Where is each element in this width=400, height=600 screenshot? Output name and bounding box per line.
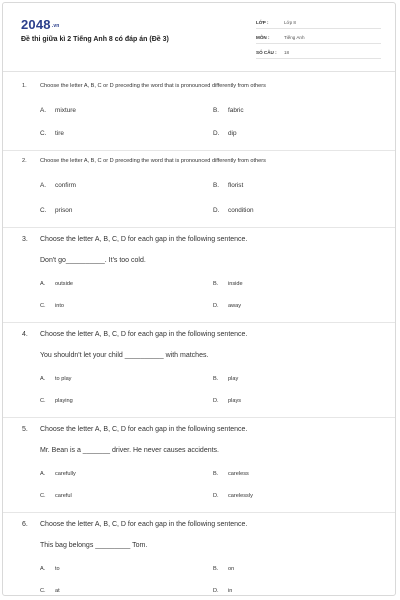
option-b[interactable] — [213, 281, 243, 287]
question-number: 6. — [22, 521, 28, 528]
meta-row-count — [256, 46, 381, 59]
option-letter: D. — [213, 303, 219, 309]
question-prompt: Choose the letter A, B, C, D for each gap in the following sentence. — [40, 426, 248, 433]
option-text: away — [228, 303, 242, 309]
question-prompt: Choose the letter A, B, C or D preceding the word that is pronounced differently from others — [40, 83, 266, 89]
exam-page — [2, 2, 396, 596]
option-a[interactable] — [40, 107, 76, 114]
option-letter: A. — [40, 471, 46, 477]
option-letter: D. — [213, 493, 219, 499]
option-c[interactable] — [40, 398, 73, 404]
option-letter: C. — [40, 130, 47, 137]
question-prompt: Choose the letter A, B, C, D for each gap in the following sentence. — [40, 236, 248, 243]
meta-value: Tiếng Anh — [284, 34, 305, 40]
question-header — [22, 426, 247, 433]
option-text: playing — [55, 398, 73, 404]
meta-value: Lớp 8 — [284, 19, 296, 25]
question-sentence: You shouldn't let your child __________ with matches. — [40, 352, 209, 359]
question-divider — [3, 227, 395, 228]
question-number: 3. — [22, 236, 28, 243]
question-prompt: Choose the letter A, B, C, D for each gap in the following sentence. — [40, 331, 248, 338]
option-text: mixture — [55, 107, 76, 114]
question-header — [22, 236, 247, 243]
question-divider — [3, 150, 395, 151]
option-text: outside — [55, 281, 74, 287]
header-divider — [3, 71, 395, 72]
logo-suffix: .vn — [51, 22, 60, 29]
option-b[interactable] — [213, 182, 243, 189]
option-text: inside — [228, 281, 243, 287]
option-letter: D. — [213, 130, 220, 137]
meta-row-class — [256, 16, 381, 29]
option-c[interactable] — [40, 130, 64, 137]
option-a[interactable] — [40, 281, 73, 287]
option-letter: B. — [213, 471, 219, 477]
option-text: carelessly — [228, 493, 253, 499]
option-text: fabric — [228, 107, 244, 114]
option-text: carefully — [55, 471, 76, 477]
option-b[interactable] — [213, 471, 249, 477]
option-text: to — [55, 566, 60, 572]
option-text: confirm — [55, 182, 76, 189]
question-divider — [3, 417, 395, 418]
question-sentence: This bag belongs _________ Tom. — [40, 542, 148, 549]
header — [3, 3, 395, 63]
exam-meta — [256, 16, 381, 61]
question-number: 4. — [22, 331, 28, 338]
option-letter: A. — [40, 107, 47, 114]
option-b[interactable] — [213, 107, 244, 114]
question-divider — [3, 512, 395, 513]
option-text: dip — [228, 130, 237, 137]
option-a[interactable] — [40, 471, 76, 477]
option-letter: B. — [213, 376, 219, 382]
meta-row-subject — [256, 31, 381, 44]
option-a[interactable] — [40, 182, 76, 189]
option-text: into — [55, 303, 65, 309]
option-a[interactable] — [40, 566, 60, 572]
option-letter: A. — [40, 182, 47, 189]
option-text: to play — [55, 376, 72, 382]
option-letter: A. — [40, 281, 46, 287]
logo[interactable] — [21, 17, 60, 32]
option-d[interactable] — [213, 398, 241, 404]
page-title: Đề thi giữa kì 2 Tiếng Anh 8 có đáp án (Đề 3) — [21, 36, 169, 43]
option-letter: D. — [213, 588, 219, 594]
option-c[interactable] — [40, 207, 72, 214]
option-c[interactable] — [40, 303, 64, 309]
option-letter: C. — [40, 303, 46, 309]
meta-label: MÔN : — [256, 34, 270, 40]
option-b[interactable] — [213, 376, 238, 382]
logo-text: 2048 — [21, 17, 51, 32]
option-text: tire — [55, 130, 64, 137]
option-letter: C. — [40, 588, 46, 594]
meta-label: LỚP : — [256, 19, 269, 25]
option-c[interactable] — [40, 493, 72, 499]
option-letter: C. — [40, 398, 46, 404]
question-sentence: Don't go__________. It's too cold. — [40, 257, 146, 264]
option-letter: D. — [213, 398, 219, 404]
option-text: prison — [55, 207, 73, 214]
option-text: play — [228, 376, 239, 382]
option-text: careful — [55, 493, 72, 499]
question-number: 1. — [22, 83, 27, 89]
meta-label: SỐ CÂU : — [256, 49, 277, 55]
option-letter: B. — [213, 107, 220, 114]
option-d[interactable] — [213, 493, 253, 499]
option-d[interactable] — [213, 207, 254, 214]
option-text: in — [228, 588, 233, 594]
question-number: 2. — [22, 158, 27, 164]
option-letter: B. — [213, 182, 220, 189]
question-sentence: Mr. Bean is a _______ driver. He never causes accidents. — [40, 447, 219, 454]
question-prompt: Choose the letter A, B, C, D for each gap in the following sentence. — [40, 521, 248, 528]
option-d[interactable] — [213, 130, 237, 137]
option-text: plays — [228, 398, 242, 404]
option-letter: D. — [213, 207, 220, 214]
option-text: careless — [228, 471, 249, 477]
meta-value: 18 — [284, 49, 290, 55]
question-header — [22, 83, 266, 89]
question-header — [22, 158, 266, 164]
option-text: at — [55, 588, 60, 594]
option-text: condition — [228, 207, 254, 214]
option-a[interactable] — [40, 376, 71, 382]
option-c[interactable] — [40, 588, 60, 594]
option-letter: B. — [213, 281, 219, 287]
option-text: on — [228, 566, 235, 572]
question-divider — [3, 322, 395, 323]
option-d[interactable] — [213, 303, 241, 309]
option-b[interactable] — [213, 566, 234, 572]
question-prompt: Choose the letter A, B, C or D preceding the word that is pronounced differently from others — [40, 158, 266, 164]
option-letter: A. — [40, 566, 46, 572]
option-letter: B. — [213, 566, 219, 572]
option-text: florist — [228, 182, 244, 189]
option-d[interactable] — [213, 588, 232, 594]
option-letter: A. — [40, 376, 46, 382]
option-letter: C. — [40, 207, 47, 214]
option-letter: C. — [40, 493, 46, 499]
question-header — [22, 331, 247, 338]
question-number: 5. — [22, 426, 28, 433]
question-header — [22, 521, 247, 528]
